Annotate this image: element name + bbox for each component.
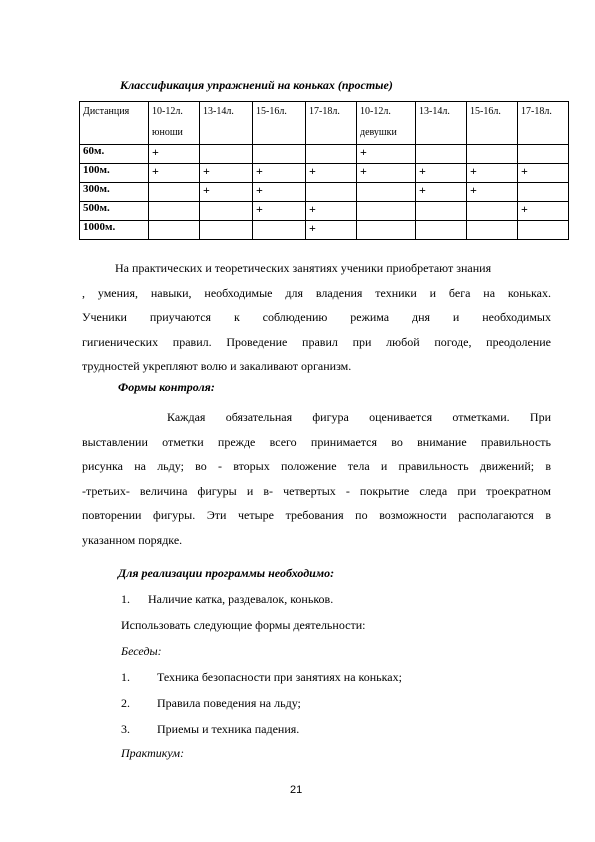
mark-cell: + — [149, 145, 200, 164]
mark-cell — [357, 202, 416, 221]
mark-cell: + — [149, 164, 200, 183]
header-age: 13-14л. — [416, 102, 467, 145]
paragraph-control — [82, 405, 551, 552]
page-number: 21 — [290, 784, 303, 796]
table-row — [80, 164, 569, 183]
mark-cell: + — [357, 164, 416, 183]
mark-cell — [416, 221, 467, 240]
paragraph-line: , умения, навыки, необходимые для владения техники и бега на коньках. — [82, 285, 551, 300]
header-age: 17-18л. — [306, 102, 357, 145]
mark-cell — [518, 145, 569, 164]
paragraph-line: рисунка на льду; во - вторых положение тела и правильность движений; в — [82, 459, 551, 473]
header-age: 15-16л. — [253, 102, 306, 145]
requirement-text: Наличие катка, раздевалок, коньков. — [148, 592, 334, 606]
paragraph-line: повторении фигуры. Эти четыре требования по возможности располагаются в — [82, 508, 551, 522]
exercise-classification-table — [79, 101, 569, 240]
mark-cell — [416, 145, 467, 164]
mark-cell — [357, 183, 416, 202]
practicum-heading: Практикум: — [121, 746, 185, 760]
paragraph-line: выставлении отметки прежде всего принимается во внимание правильность — [82, 434, 551, 449]
mark-cell — [518, 221, 569, 240]
mark-cell — [200, 145, 253, 164]
mark-cell — [149, 221, 200, 240]
conversation-number: 3. — [121, 722, 130, 736]
mark-cell: + — [467, 164, 518, 183]
mark-cell: + — [306, 221, 357, 240]
conversation-number: 1. — [121, 670, 130, 684]
mark-cell: + — [357, 145, 416, 164]
requirement-number: 1. — [121, 592, 130, 606]
table-row — [80, 145, 569, 164]
mark-cell: + — [200, 164, 253, 183]
table-row — [80, 202, 569, 221]
requirements-heading: Для реализации программы необходимо: — [118, 566, 335, 580]
mark-cell — [149, 202, 200, 221]
header-distance: Дистанция — [80, 102, 149, 145]
paragraph-training — [82, 256, 551, 379]
conversation-text: Правила поведения на льду; — [157, 696, 301, 710]
mark-cell — [306, 183, 357, 202]
mark-cell: + — [253, 164, 306, 183]
mark-cell — [253, 221, 306, 240]
mark-cell — [416, 202, 467, 221]
header-age: 15-16л. — [467, 102, 518, 145]
mark-cell: + — [467, 183, 518, 202]
paragraph-line: На практических и теоретических занятиях ученики приобретают знания — [115, 261, 492, 275]
mark-cell: + — [416, 164, 467, 183]
header-age: 10-12л. девушки — [357, 102, 416, 145]
distance-cell: 500м. — [80, 202, 149, 221]
distance-cell: 60м. — [80, 145, 149, 164]
mark-cell — [467, 145, 518, 164]
header-age: 10-12л. юноши — [149, 102, 200, 145]
mark-cell — [467, 202, 518, 221]
mark-cell — [306, 145, 357, 164]
paragraph-line: Ученики приучаются к соблюдению режима дня и необходимых — [82, 310, 551, 324]
mark-cell — [149, 183, 200, 202]
table-row — [80, 183, 569, 202]
paragraph-line: указанном порядке. — [82, 532, 183, 547]
mark-cell — [253, 145, 306, 164]
conversation-number: 2. — [121, 696, 130, 710]
paragraph-line: -третьих- величина фигуры и в- четвертых - покрытие следа при троекратном — [82, 483, 551, 498]
mark-cell: + — [200, 183, 253, 202]
conversations-heading: Беседы: — [121, 644, 162, 658]
forms-intro: Использовать следующие формы деятельности: — [121, 618, 366, 632]
mark-cell: + — [253, 183, 306, 202]
mark-cell: + — [518, 164, 569, 183]
mark-cell: + — [518, 202, 569, 221]
paragraph-line: гигиенических правил. Проведение правил при любой погоде, преодоление — [82, 334, 551, 349]
mark-cell — [200, 202, 253, 221]
header-boys-group: юноши — [152, 127, 183, 138]
mark-cell: + — [416, 183, 467, 202]
mark-cell — [518, 183, 569, 202]
paragraph-line: трудностей укрепляют волю и закаливают организм. — [82, 359, 352, 373]
header-age: 13-14л. — [200, 102, 253, 145]
table-header-row — [80, 102, 569, 145]
header-age: 17-18л. — [518, 102, 569, 145]
forms-of-control-heading: Формы контроля: — [118, 380, 215, 394]
table-title: Классификация упражнений на коньках (простые) — [120, 78, 393, 92]
header-girls-group: девушки — [360, 127, 397, 138]
mark-cell — [357, 221, 416, 240]
mark-cell: + — [253, 202, 306, 221]
conversation-text: Приемы и техника падения. — [157, 722, 300, 736]
paragraph-line: Каждая обязательная фигура оценивается отметками. При — [167, 410, 551, 424]
mark-cell: + — [306, 202, 357, 221]
distance-cell: 1000м. — [80, 221, 149, 240]
conversation-text: Техника безопасности при занятиях на коньках; — [157, 670, 402, 684]
distance-cell: 300м. — [80, 183, 149, 202]
distance-cell: 100м. — [80, 164, 149, 183]
mark-cell — [467, 221, 518, 240]
mark-cell: + — [306, 164, 357, 183]
table-row — [80, 221, 569, 240]
mark-cell — [200, 221, 253, 240]
